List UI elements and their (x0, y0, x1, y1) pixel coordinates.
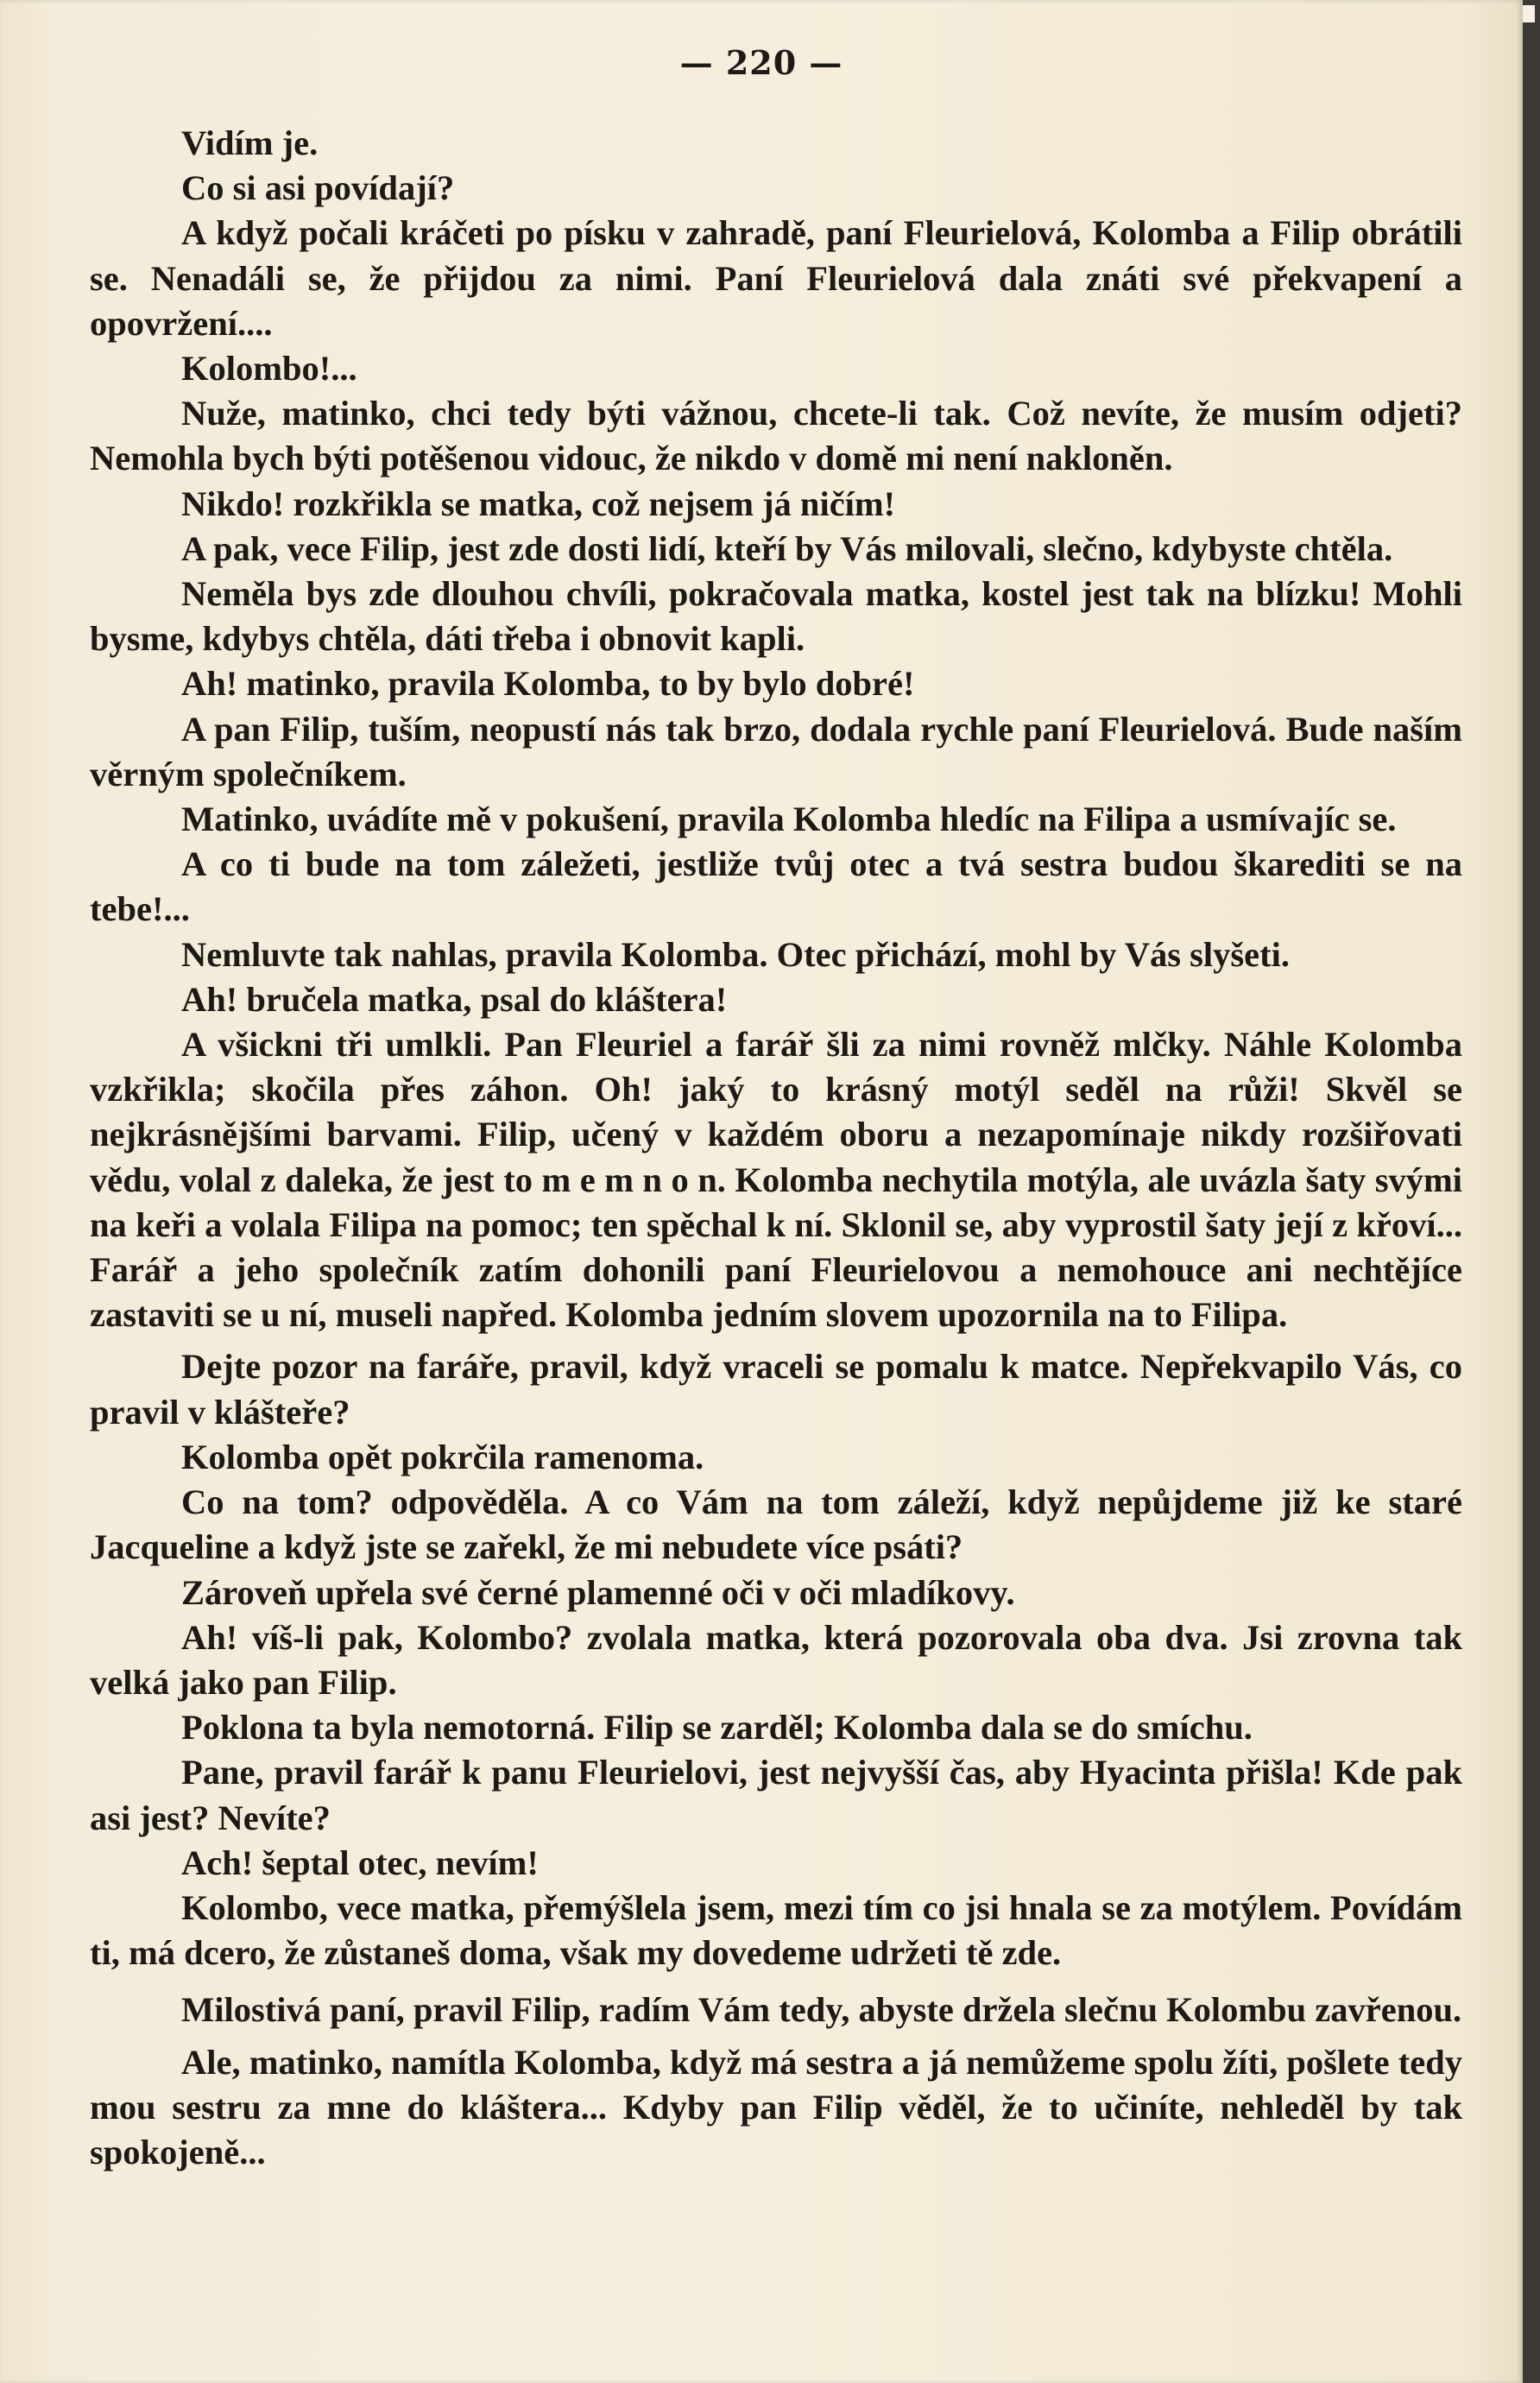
page-number: — 220 — (679, 43, 843, 82)
paragraph: Ah! matinko, pravila Kolomba, to by bylo dobré! (181, 664, 915, 704)
paragraph: Matinko, uvádíte mě v pokušení, pravila Kolomba hledíc na Filipa a usmívajíc se. (181, 800, 1397, 839)
paragraph: Ah! bručela matka, psal do kláštera! (181, 979, 728, 1019)
paragraph: Milostivá paní, pravil Filip, radím Vám tedy, abyste držela slečnu Kolombu zavřenou. (181, 1990, 1462, 2030)
paragraph: A co ti bude na tom záležeti, jestliže tvůj otec a tvá sestra budou škarediti se na tebe!... (90, 844, 1462, 929)
paragraph: Ale, matinko, namítla Kolomba, když má sestra a já nemůžeme spolu žíti, pošlete tedy mou sestru za mne do kláštera... Kdyby pan Filip věděl, že to učiníte, nehleděl by tak spokojeně... (90, 2042, 1462, 2171)
paragraph: Co na tom? odpověděla. A co Vám na tom záleží, když nepůjdeme již ke staré Jacqueline a když jste se zařekl, že mi nebudete více psáti? (90, 1482, 1462, 1567)
paragraph: Co si asi povídají? (181, 168, 455, 208)
paragraph: Nikdo! rozkřikla se matka, což nejsem já ničím! (181, 484, 896, 523)
paragraph: Kolomba opět pokrčila ramenoma. (181, 1437, 704, 1476)
paragraph: Kolombo, vece matka, přemýšlela jsem, mezi tím co jsi hnala se za motýlem. Povídám ti, má dcero, že zůstaneš doma, však my dovedeme udržeti tě zde. (90, 1887, 1462, 1973)
paragraph: A pak, vece Filip, jest zde dosti lidí, kteří by Vás milovali, slečno, kdybyste chtěla. (181, 528, 1393, 568)
paragraph: Zároveň upřela své černé plamenné oči v oči mladíkovy. (181, 1572, 1015, 1612)
paragraph: Dejte pozor na faráře, pravil, když vraceli se pomalu k matce. Nepřekvapilo Vás, co pravil v klášteře? (90, 1347, 1462, 1432)
paragraph: A pan Filip, tuším, neopustí nás tak brzo, dodala rychle paní Fleurielová. Bude naším věrným společníkem. (90, 709, 1462, 793)
corner-mark (1523, 5, 1535, 22)
paragraph: Ah! víš-li pak, Kolombo? zvolala matka, která pozorovala oba dva. Jsi zrovna tak velká jako pan Filip. (90, 1617, 1462, 1702)
book-binding-edge (1523, 0, 1540, 2383)
paragraph: Nemluvte tak nahlas, pravila Kolomba. Otec přichází, mohl by Vás slyšeti. (181, 934, 1291, 974)
paragraph: Ach! šeptal otec, nevím! (181, 1843, 539, 1882)
paragraph: Neměla bys zde dlouhou chvíli, pokračovala matka, kostel jest tak na blízku! Mohli bysme, kdybys chtěla, dáti třeba i obnovit kapli. (90, 574, 1462, 659)
paragraph: Poklona ta byla nemotorná. Filip se zarděl; Kolomba dala se do smíchu. (181, 1708, 1253, 1748)
paragraph: Vidím je. (181, 123, 319, 162)
page-text (90, 121, 1462, 2175)
paragraph: Kolombo!... (181, 349, 357, 389)
paragraph: Nuže, matinko, chci tedy býti vážnou, chcete-li tak. Což nevíte, že musím odjeti? Nemohla bych býti potěšenou vidouc, že nikdo v domě mi není nakloněn. (90, 394, 1462, 478)
paragraph: A když počali kráčeti po písku v zahradě, paní Fleurielová, Kolomba a Filip obrátili se. Nenadáli se, že přijdou za nimi. Paní Fleurielová dala znáti své překvapení a opovržení.... (90, 213, 1462, 343)
paragraph: Pane, pravil farář k panu Fleurielovi, jest nejvyšší čas, aby Hyacinta přišla! Kde pak asi jest? Nevíte? (90, 1753, 1462, 1837)
paragraph: A všickni tři umlkli. Pan Fleuriel a farář šli za nimi rovněž mlčky. Náhle Kolomba vzkřikla; skočila přes záhon. Oh! jaký to krásný motýl seděl na růži! Skvěl se nejkrásnějšími barvami. Filip, učený v každém oboru a nezapomínaje nikdy rozšiřovati vědu, volal z daleka, že jest to m e m n o n. Kolomba nechytila motýla, ale uvázla šaty svými na keři a volala Filipa na pomoc; ten spěchal k ní. Sklonil se, aby vyprostil šaty její z křoví... Farář a jeho společník zatím dohonili paní Fleurielovou a nemohouce ani nechtějíce zastaviti se u ní, museli napřed. Kolomba jedním slovem upozornila na to Filipa. (90, 1025, 1462, 1335)
